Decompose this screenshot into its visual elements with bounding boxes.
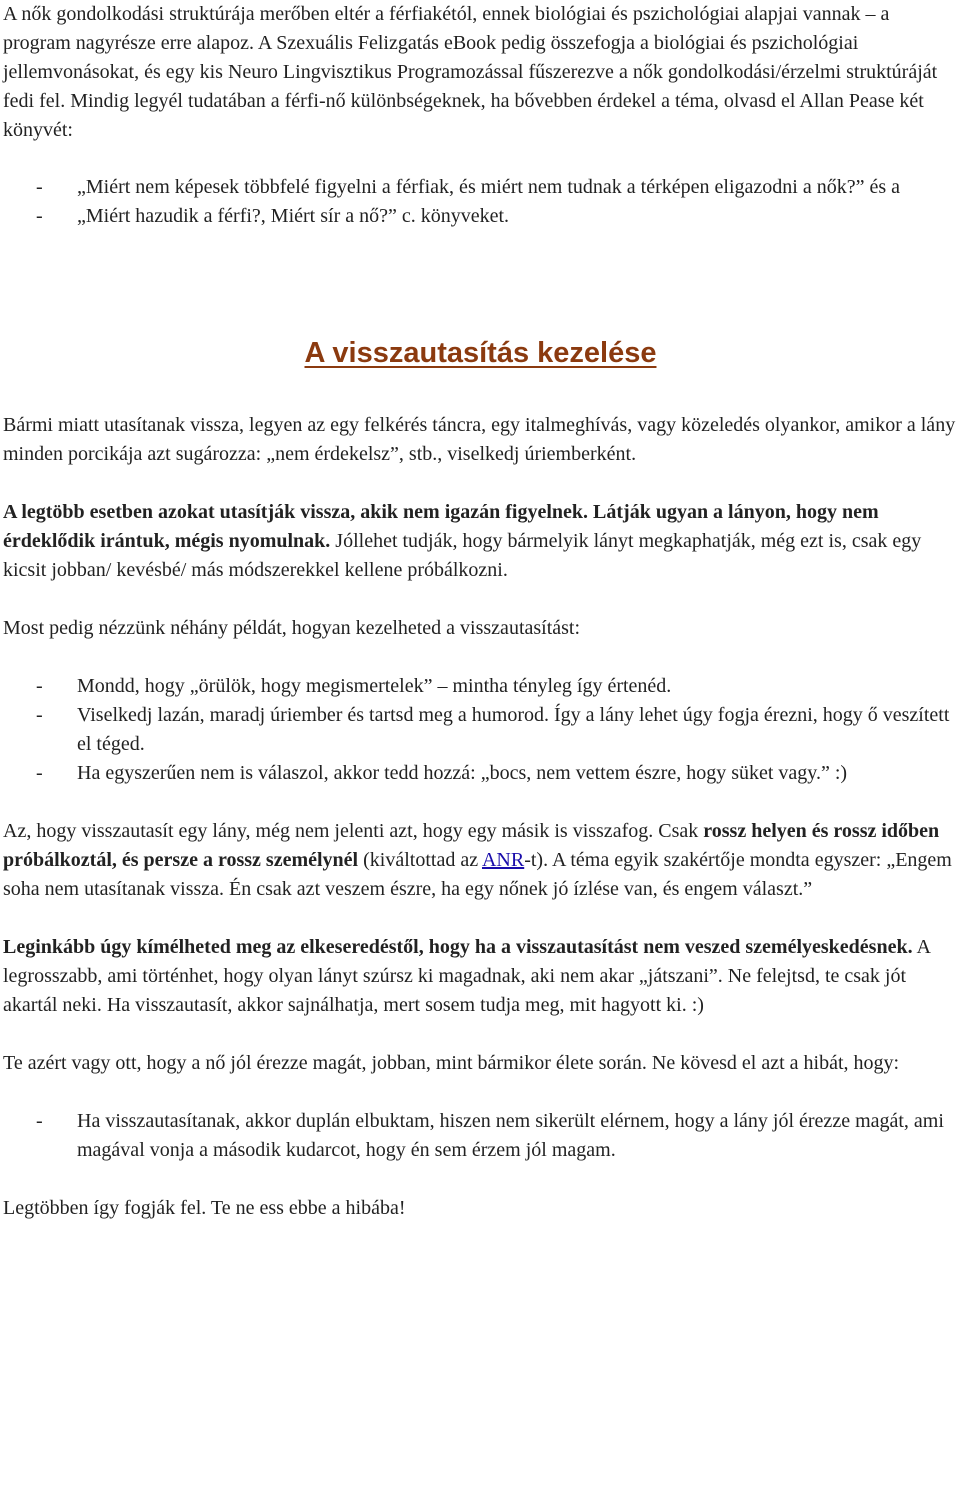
list-dash: - — [36, 762, 43, 784]
example-text: Ha egyszerűen nem is válaszol, akkor tedd hozzá: „bocs, nem vettem észre, hogy süket vagy.” :) — [77, 762, 848, 784]
list-dash: - — [36, 176, 43, 198]
examples-list — [3, 672, 958, 788]
paragraph-rejection-intro: Bármi miatt utasítanak vissza, legyen az egy felkérés táncra, egy italmeghívás, vagy közeledés olyankor, amikor a lány minden porcikája azt sugározza: „nem érdekelsz”, stb., viselkedj úriemberként. — [3, 414, 956, 465]
intro-paragraph: A nők gondolkodási struktúrája merőben eltér a férfiakétól, ennek biológiai és pszichológiai alapjai vannak – a program nagyrésze erre alapoz. A Szexuális Felizgatás eBook pedig összefogja a biológiai és pszichológiai jellemvonásokat, és egy kis Neuro Lingvisztikus Programozással fűszerezve a nők gondolkodási/érzelmi struktúráját fedi fel. Mindig legyél tudatában a férfi-nő különbségeknek, ha bővebben érdekel a téma, olvasd el Allan Pease két könyvét: — [3, 3, 938, 141]
list-item — [3, 701, 958, 759]
bold-text: Látják ugyan a lányon, hogy nem érdeklődik irántuk, mégis nyomulnak. — [3, 501, 879, 552]
paragraph-text: (kiváltottad az — [363, 849, 479, 871]
list-dash: - — [36, 704, 43, 726]
book-title-2: „Miért hazudik a férfi?, Miért sír a nő?” c. könyveket. — [77, 205, 510, 227]
document-page — [3, 0, 958, 1223]
mistake-text: Ha visszautasítanak, akkor duplán elbuktam, hiszen nem sikerült elérnem, hogy a lány jól érezze magát, ami magával vonja a második kudarcot, hogy én sem érzem jól magam. — [77, 1110, 944, 1161]
paragraph-wrong-time — [3, 817, 958, 904]
list-item — [3, 672, 958, 701]
paragraph-text: A legrosszabb, ami történhet, hogy olyan lányt szúrsz ki magadnak, aki nem akar „játszani”. Ne felejtsd, te csak jót akartál neki. Ha visszautasít, akkor sajnálhatja, mert sosem tudja meg, mit hagyott ki. :) — [3, 936, 930, 1016]
book-list — [3, 173, 958, 231]
section-heading: A visszautasítás kezelése — [304, 337, 657, 369]
paragraph-closing: Legtöbben így fogják fel. Te ne ess ebbe a hibába! — [3, 1197, 406, 1219]
list-item — [3, 1107, 958, 1165]
paragraph-text: -t). A téma egyik szakértője mondta egyszer: „Engem soha nem utasítanak vissza. Én csak azt veszem észre, ha egy nőnek jó ízlése van, és engem választ.” — [3, 849, 952, 900]
paragraph-attention — [3, 498, 958, 585]
paragraph-purpose: Te azért vagy ott, hogy a nő jól érezze magát, jobban, mint bármikor élete során. Ne kövesd el azt a hibát, hogy: — [3, 1052, 900, 1074]
paragraph-not-personal — [3, 933, 958, 1020]
anr-link[interactable]: ANR — [481, 849, 525, 871]
example-text: Viselkedj lazán, maradj úriember és tartsd meg a humorod. Így a lány lehet úgy fogja érezni, hogy ő veszített el téged. — [77, 704, 950, 755]
example-text: Mondd, hogy „örülök, hogy megismertelek” – mintha tényleg így értenéd. — [77, 675, 672, 697]
list-item — [3, 202, 958, 231]
paragraph-text: Jóllehet tudják, hogy bármelyik lányt megkaphatják, még ezt is, csak egy kicsit jobban/ kevésbé/ más módszerekkel kellene próbálkozni. — [3, 530, 922, 581]
bold-text: rossz helyen és rossz időben próbálkoztál, és persze a rossz személynél — [3, 820, 940, 871]
list-item — [3, 173, 958, 202]
paragraph-text: Az, hogy visszautasít egy lány, még nem jelenti azt, hogy egy másik is visszafog. Csak — [3, 820, 699, 842]
bold-text: Leginkább úgy kímélheted meg az elkeseredéstől, hogy ha a visszautasítást nem veszed személyeskedésnek. — [3, 936, 913, 958]
list-item — [3, 759, 958, 788]
book-title-1: „Miért nem képesek többfelé figyelni a férfiak, és miért nem tudnak a térképen eligazodni a nők?” és a — [77, 176, 900, 198]
list-dash: - — [36, 1110, 43, 1132]
list-dash: - — [36, 675, 43, 697]
list-dash: - — [36, 205, 43, 227]
mistakes-list — [3, 1107, 958, 1165]
bold-text: A legtöbb esetben azokat utasítják vissza, akik nem igazán figyelnek. — [3, 501, 589, 523]
paragraph-examples-intro: Most pedig nézzünk néhány példát, hogyan kezelheted a visszautasítást: — [3, 617, 581, 639]
